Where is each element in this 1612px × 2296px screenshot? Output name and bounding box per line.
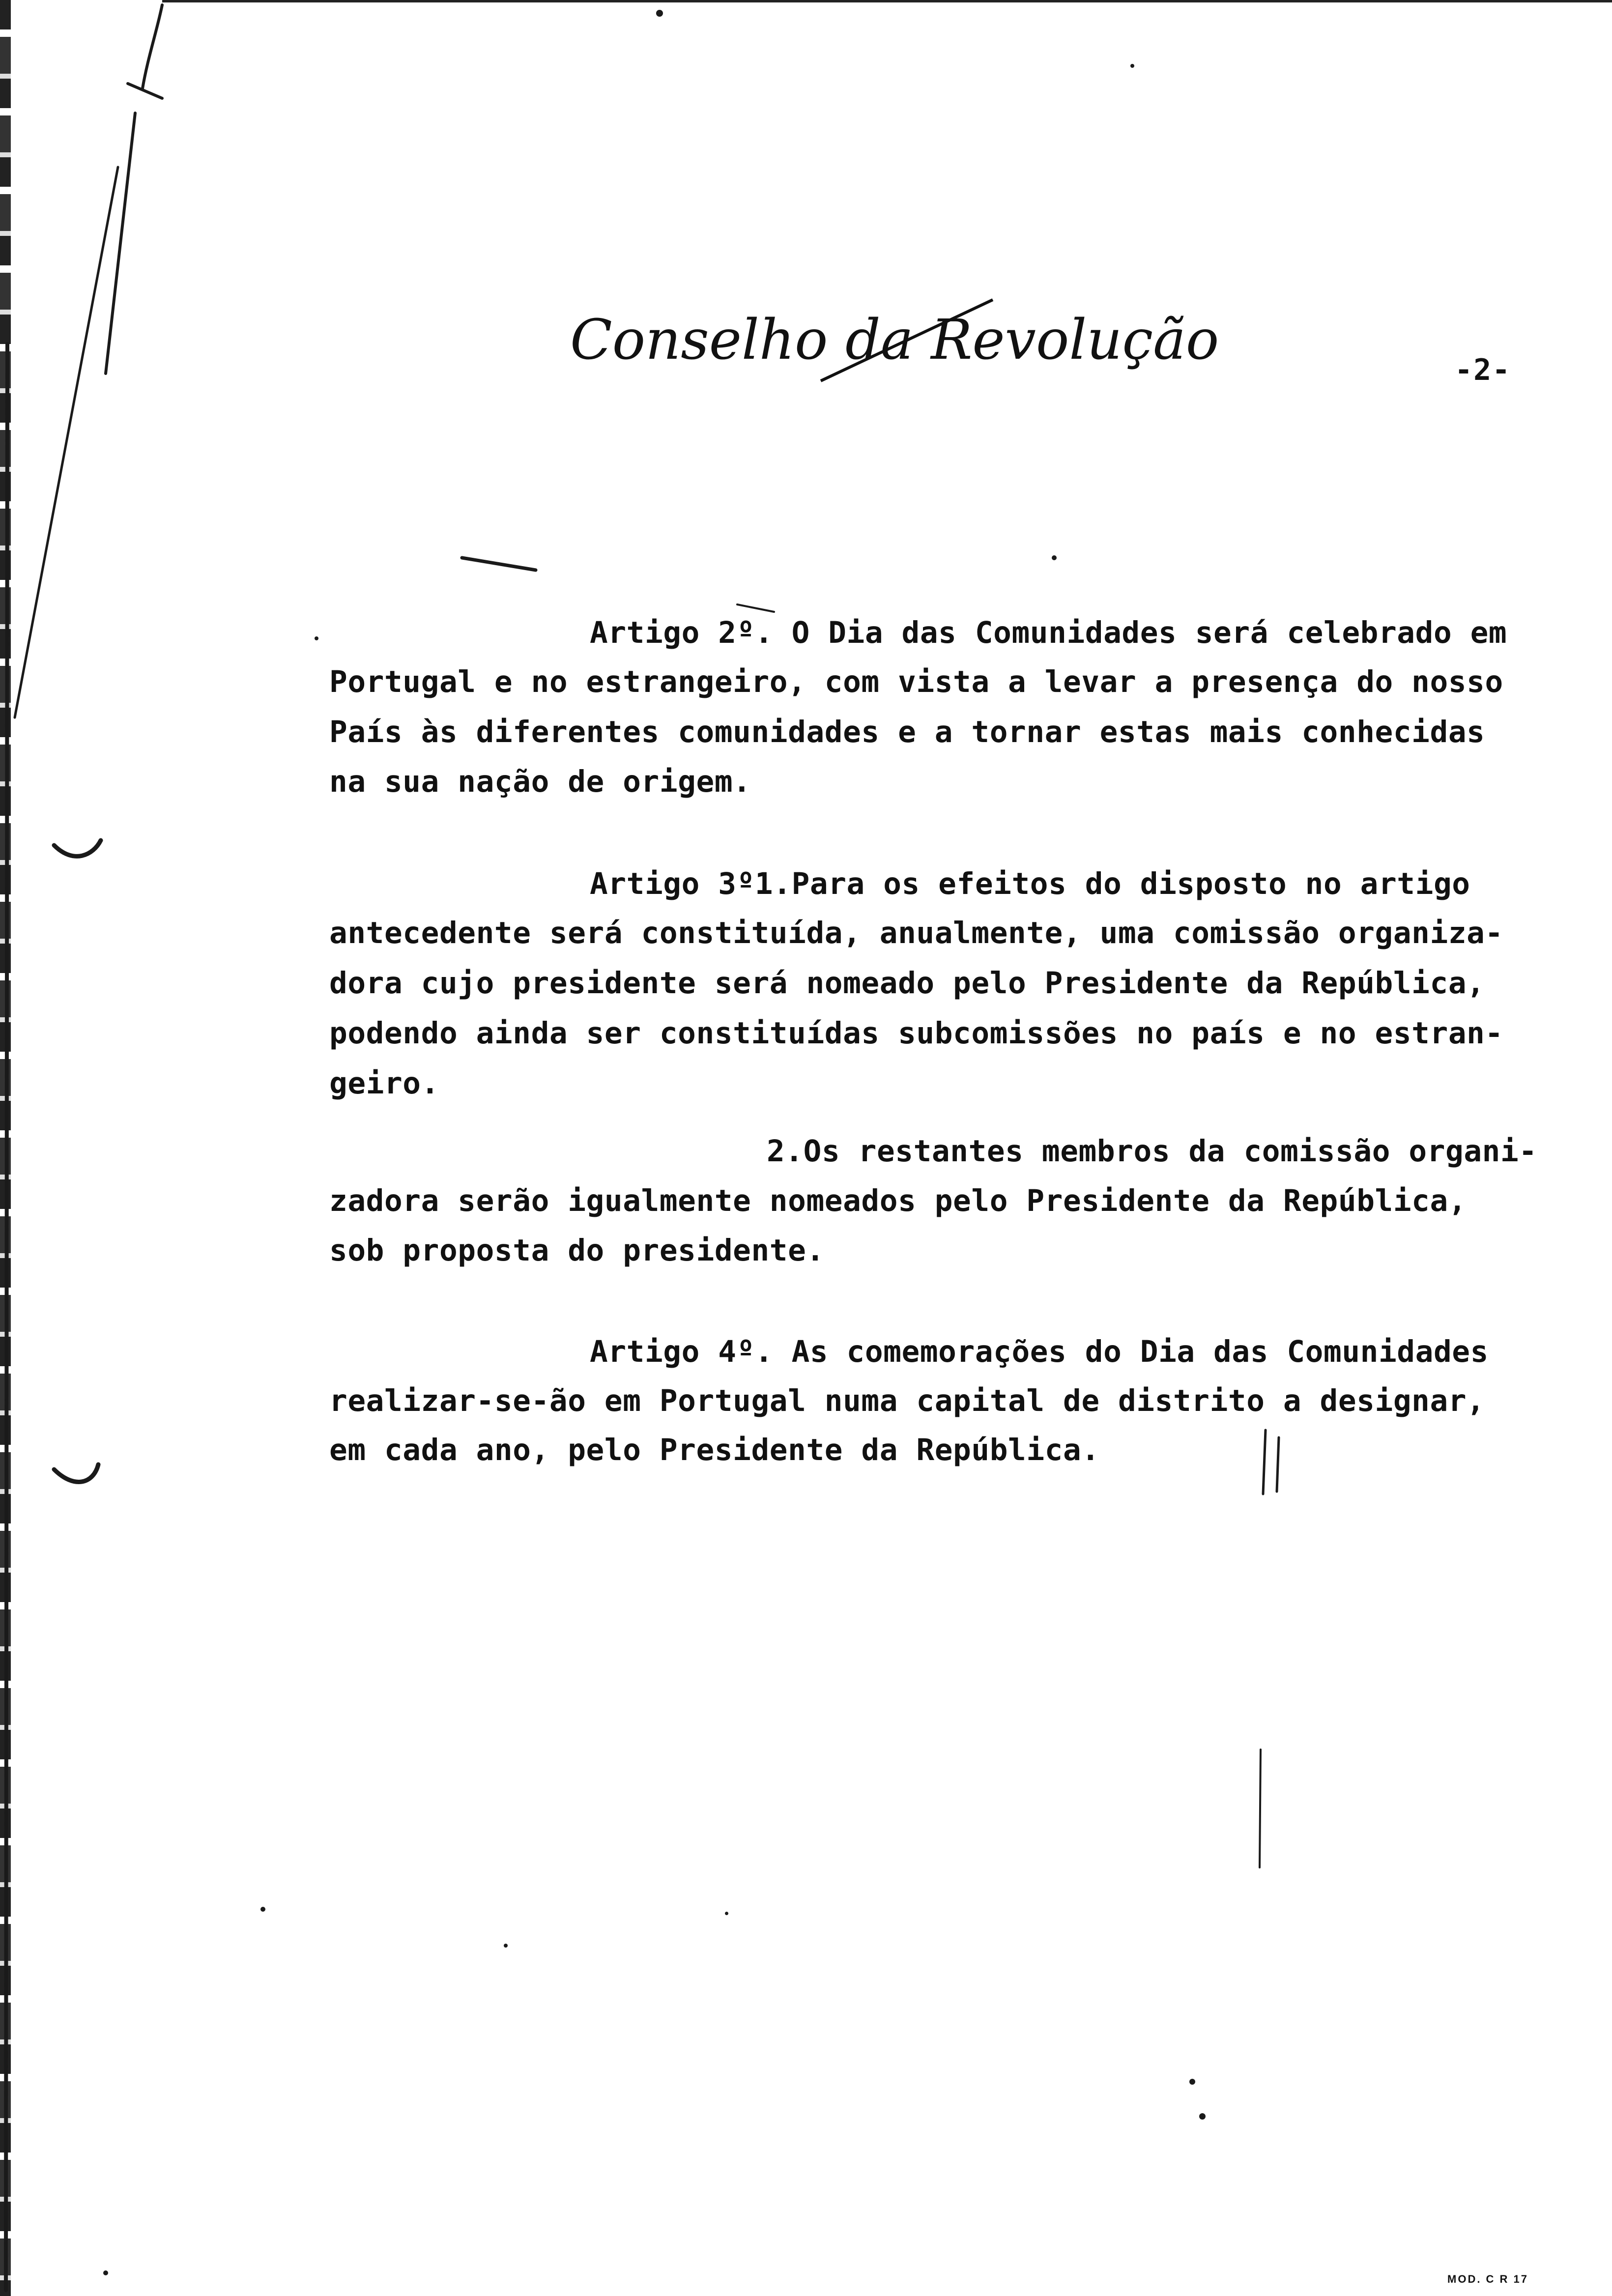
text-line: Artigo 2º. O Dia das Comunidades será celebrado em <box>590 615 1507 650</box>
text-line: realizar-se-ão em Portugal numa capital de distrito a designar, <box>329 1383 1485 1418</box>
text-line: Artigo 4º. As comemorações do Dia das Comunidades <box>590 1334 1489 1369</box>
page-number: -2- <box>1455 353 1511 387</box>
text-line: Portugal e no estrangeiro, com vista a levar a presença do nosso <box>329 664 1503 699</box>
form-code: MOD. C R 17 <box>1447 2273 1529 2285</box>
text-line: País às diferentes comunidades e a tornar estas mais conhecidas <box>329 715 1485 749</box>
text-line: Artigo 3º1.Para os efeitos do disposto no artigo <box>590 866 1470 901</box>
text-line: dora cujo presidente será nomeado pelo Presidente da República, <box>329 966 1485 1001</box>
letterhead <box>565 300 1219 383</box>
text-line: antecedente será constituída, anualmente, uma comissão organiza- <box>329 916 1503 950</box>
text-line: na sua nação de origem. <box>329 764 751 799</box>
text-line: em cada ano, pelo Presidente da República. <box>329 1433 1100 1467</box>
text-line: 2.Os restantes membros da comissão organi- <box>767 1134 1537 1169</box>
text-line: zadora serão igualmente nomeados pelo Presidente da República, <box>329 1183 1467 1218</box>
text-line: podendo ainda ser constituídas subcomissões no país e no estran- <box>329 1016 1503 1051</box>
text-line: geiro. <box>329 1066 439 1101</box>
text-line: sob proposta do presidente. <box>329 1233 825 1268</box>
letterhead-text: Conselho da Revolução <box>570 308 1219 372</box>
